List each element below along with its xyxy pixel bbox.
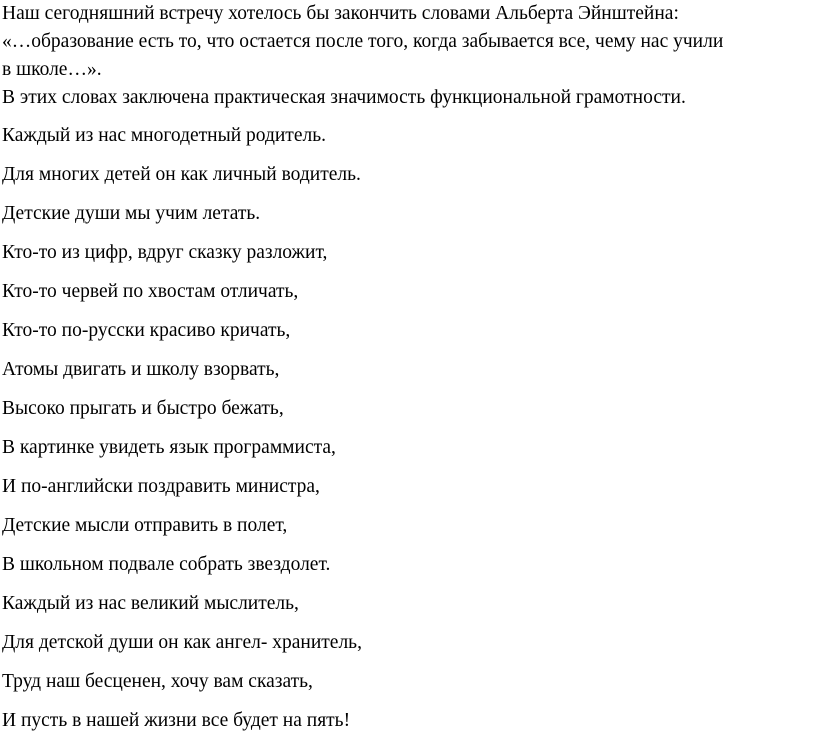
poem-line: В школьном подвале собрать звездолет. — [2, 554, 331, 575]
poem-line: Труд наш бесценен, хочу вам сказать, — [2, 671, 313, 692]
poem-line: Кто-то из цифр, вдруг сказку разложит, — [2, 242, 328, 263]
document-page — [2, 0, 814, 746]
intro-line: «…образование есть то, что остается после того, когда забывается все, чему нас учили — [2, 31, 724, 52]
intro-paragraph — [2, 0, 814, 112]
poem-line: Детские души мы учим летать. — [2, 203, 261, 224]
poem-line: Высоко прыгать и быстро бежать, — [2, 398, 284, 419]
poem-line: Кто-то червей по хвостам отличать, — [2, 281, 299, 302]
poem-line: Атомы двигать и школу взорвать, — [2, 359, 280, 380]
intro-line: В этих словах заключена практическая значимость функциональной грамотности. — [2, 87, 686, 108]
poem — [2, 122, 814, 746]
poem-line: И по-английски поздравить министра, — [2, 476, 320, 497]
intro-line: Наш сегодняшний встречу хотелось бы закончить словами Альберта Эйнштейна: — [2, 3, 679, 24]
poem-line: Кто-то по-русски красиво кричать, — [2, 320, 291, 341]
poem-line: Каждый из нас многодетный родитель. — [2, 125, 326, 146]
poem-line: В картинке увидеть язык программиста, — [2, 437, 336, 458]
intro-line: в школе…». — [2, 59, 102, 80]
poem-line: Для многих детей он как личный водитель. — [2, 164, 361, 185]
poem-line: Детские мысли отправить в полет, — [2, 515, 288, 536]
poem-line: Для детской души он как ангел- хранитель, — [2, 632, 362, 653]
poem-line: И пусть в нашей жизни все будет на пять! — [2, 710, 351, 731]
poem-line: Каждый из нас великий мыслитель, — [2, 593, 299, 614]
